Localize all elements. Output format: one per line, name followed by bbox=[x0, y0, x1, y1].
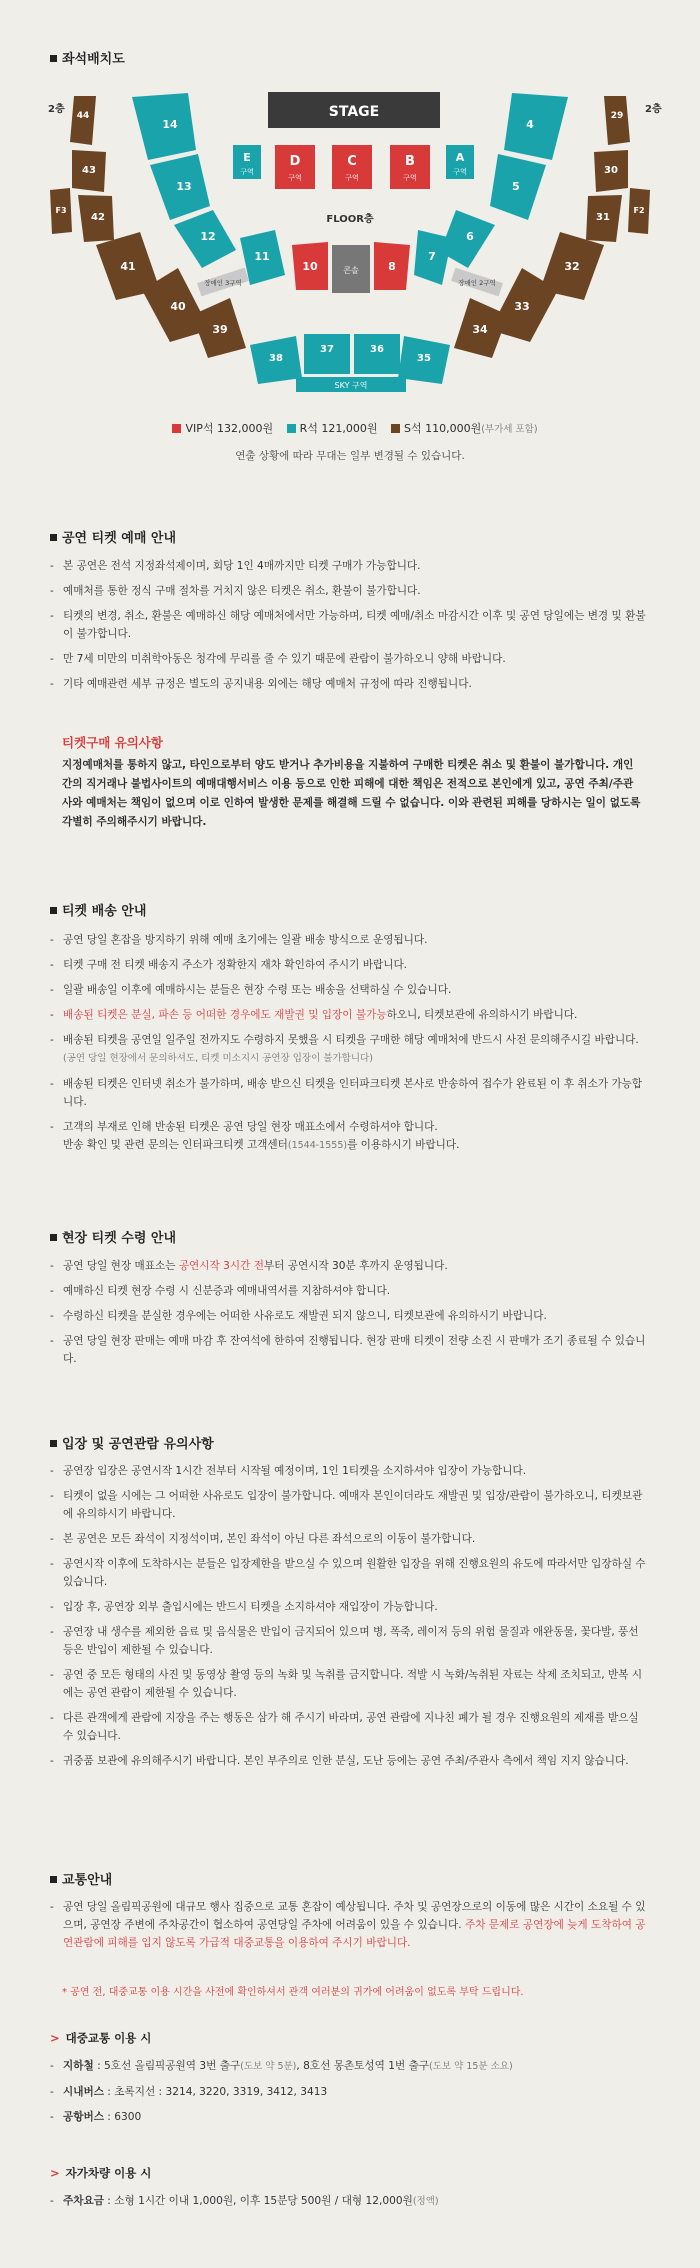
svg-text:D: D bbox=[289, 154, 301, 169]
list-item: - 본 공연은 모든 좌석이 지정석이며, 본인 좌석이 아닌 다른 좌석으로의 이동이 불가합니다. bbox=[50, 1530, 650, 1548]
list-item: - 배송된 티켓을 공연일 일주일 전까지도 수령하지 못했을 시 티켓을 구매한 해당 예매처에 반드시 사전 문의해주시길 바랍니다. (공연 당일 현장에서 문의하셔도, 티켓 미소지시 공연장 입장이 불가합니다) bbox=[50, 1031, 650, 1068]
traffic-list bbox=[50, 1898, 650, 1959]
entry-title: 입장 및 공연관람 유의사항 bbox=[50, 1433, 214, 1452]
section-10 bbox=[292, 242, 328, 290]
section-30 bbox=[594, 150, 628, 192]
section-42 bbox=[78, 195, 114, 242]
car-list bbox=[50, 2192, 650, 2218]
list-item: - 만 7세 미만의 미취학아동은 청각에 무리를 줄 수 있기 때문에 관람이 불가하오니 양해 바랍니다. bbox=[50, 650, 650, 668]
svg-text:39: 39 bbox=[212, 323, 228, 336]
list-item: - 공연장 내 생수를 제외한 음료 및 음식물은 반입이 금지되어 있으며 병, 폭죽, 레이저 등의 위험 물질과 애완동물, 꽃다발, 풍선 등은 반입이 제한될 수 있습니다. bbox=[50, 1623, 650, 1659]
ticket-warning-body: 지정예매처를 통하지 않고, 타인으로부터 양도 받거나 추가비용을 지불하여 구매한 티켓은 취소 및 환불이 불가합니다. 개인간의 직거래나 불법사이트의 예매대행서비스 이용 등으로 인한 피해에 대한 책임은 전적으로 본인에게 있고, 공연 주최/주관사와 예매처는 책임이 없으며 이로 인하여 발생한 문제를 해결해 드릴 수 없습니다. 이와 관련된 피해를 당하시는 일이 없도록 각별히 주의해주시기 바랍니다. bbox=[62, 759, 641, 828]
square-bullet-icon bbox=[50, 534, 57, 541]
public-transport-title: > 대중교통 이용 시 bbox=[50, 2031, 152, 2045]
svg-text:30: 30 bbox=[604, 165, 618, 176]
svg-text:구역: 구역 bbox=[453, 168, 467, 176]
sky-section bbox=[296, 377, 406, 392]
svg-text:43: 43 bbox=[82, 165, 96, 176]
section-29 bbox=[604, 96, 630, 145]
list-item: - 공항버스 : 6300 bbox=[50, 2108, 650, 2126]
svg-text:14: 14 bbox=[162, 118, 178, 131]
car-title: > 자가차량 이용 시 bbox=[50, 2166, 152, 2180]
delivery-title: 티켓 배송 안내 bbox=[50, 900, 146, 919]
onsite-list bbox=[50, 1257, 650, 1375]
svg-text:31: 31 bbox=[596, 212, 610, 223]
svg-text:44: 44 bbox=[76, 111, 90, 121]
list-item: - 배송된 티켓은 인터넷 취소가 불가하며, 배송 받으신 티켓을 인터파크티켓 본사로 반송하여 접수가 완료된 이 후 취소가 가능합니다. bbox=[50, 1075, 650, 1111]
chevron-right-icon: > bbox=[50, 2031, 60, 2045]
section-36 bbox=[354, 334, 400, 374]
square-bullet-icon bbox=[50, 1440, 57, 1447]
list-item: - 티켓 구매 전 티켓 배송지 주소가 정확한지 재차 확인하여 주시기 바랍니다. bbox=[50, 956, 650, 974]
floor-section-c bbox=[332, 145, 372, 189]
floor-section-e bbox=[233, 145, 261, 179]
svg-text:10: 10 bbox=[302, 260, 318, 273]
svg-text:37: 37 bbox=[320, 344, 334, 355]
list-item: - 시내버스 : 초록지선 : 3214, 3220, 3319, 3412, 3413 bbox=[50, 2083, 650, 2101]
list-item: - 귀중품 보관에 유의해주시기 바랍니다. 본인 부주의로 인한 분실, 도난 등에는 공연 주최/주관사 측에서 책임 지지 않습니다. bbox=[50, 1752, 650, 1770]
console bbox=[332, 245, 370, 293]
section-44 bbox=[70, 96, 96, 145]
svg-text:12: 12 bbox=[200, 230, 216, 243]
ticket-warning-title: 티켓구매 유의사항 bbox=[62, 735, 163, 750]
svg-text:구역: 구역 bbox=[403, 174, 417, 182]
section-8 bbox=[374, 242, 410, 290]
vat-note: (부가세 포함) bbox=[481, 424, 538, 435]
floor-label: FLOOR층 bbox=[326, 214, 374, 225]
list-item: - 공연 당일 현장 매표소는 공연시작 3시간 전부터 공연시작 30분 후까지 운영됩니다. bbox=[50, 1257, 650, 1275]
stage-change-note: 연출 상황에 따라 무대는 일부 변경될 수 있습니다. bbox=[235, 450, 465, 462]
section-38 bbox=[250, 336, 302, 384]
list-item: - 예매하신 티켓 현장 수령 시 신분증과 예매내역서를 지참하셔야 합니다. bbox=[50, 1282, 650, 1300]
svg-text:구역: 구역 bbox=[345, 174, 359, 182]
vip-swatch bbox=[172, 424, 181, 433]
svg-text:41: 41 bbox=[120, 260, 136, 273]
floor-section-d bbox=[275, 145, 315, 189]
obstructed-section-right bbox=[451, 268, 503, 297]
svg-text:E: E bbox=[243, 151, 251, 164]
square-bullet-icon bbox=[50, 1876, 57, 1883]
chevron-right-icon: > bbox=[50, 2166, 60, 2180]
section-35 bbox=[398, 336, 450, 384]
list-item: - 입장 후, 공연장 외부 출입시에는 반드시 티켓을 소지하셔야 재입장이 가능합니다. bbox=[50, 1598, 650, 1616]
onsite-title: 현장 티켓 수령 안내 bbox=[50, 1227, 176, 1246]
svg-text:B: B bbox=[405, 154, 415, 169]
vip-price: VIP석 132,000원 bbox=[185, 422, 274, 435]
section-5 bbox=[490, 154, 546, 220]
svg-text:40: 40 bbox=[170, 300, 186, 313]
svg-text:C: C bbox=[347, 154, 357, 169]
list-item: - 예매처를 통한 정식 구매 절차를 거치지 않은 티켓은 취소, 환불이 불가합니다. bbox=[50, 582, 650, 600]
list-item: - 기타 예매관련 세부 규정은 별도의 공지내용 외에는 해당 예매처 규정에 따라 진행됩니다. bbox=[50, 675, 650, 693]
section-12 bbox=[174, 210, 236, 268]
seat-map bbox=[0, 0, 700, 420]
floor-2-label-right: 2층 bbox=[645, 104, 662, 115]
list-item: - 공연장 입장은 공연시작 1시간 전부터 시작될 예정이며, 1인 1티켓을 소지하셔야 입장이 가능합니다. bbox=[50, 1462, 650, 1480]
entry-list bbox=[50, 1462, 650, 1777]
svg-text:13: 13 bbox=[176, 180, 192, 193]
svg-text:29: 29 bbox=[610, 111, 624, 121]
floor-section-b bbox=[390, 145, 430, 189]
svg-text:A: A bbox=[455, 151, 465, 164]
floor-section-a bbox=[446, 145, 474, 179]
seat-map-title: 좌석배치도 bbox=[50, 48, 125, 67]
svg-text:42: 42 bbox=[91, 212, 105, 223]
section-14 bbox=[132, 93, 196, 160]
svg-text:F3: F3 bbox=[55, 206, 67, 215]
list-item: - 일괄 배송일 이후에 예매하시는 분들은 현장 수령 또는 배송을 선택하실 수 있습니다. bbox=[50, 981, 650, 999]
list-item: - 수령하신 티켓을 분실한 경우에는 어떠한 사유로도 재발권 되지 않으니, 티켓보관에 유의하시기 바랍니다. bbox=[50, 1307, 650, 1325]
s-price: S석 110,000원 bbox=[403, 422, 482, 435]
list-item: - 공연 당일 혼잡을 방지하기 위해 예매 초기에는 일괄 배송 방식으로 운영됩니다. bbox=[50, 931, 650, 949]
svg-text:콘솔: 콘솔 bbox=[343, 266, 359, 275]
traffic-title: 교통안내 bbox=[50, 1869, 112, 1888]
list-item: - 티켓이 없을 시에는 그 어떠한 사유로도 입장이 불가합니다. 예매자 본인이더라도 재발권 및 입장/관람이 불가하오니, 티켓보관에 유의하시기 바랍니다. bbox=[50, 1487, 650, 1523]
list-item: - 공연 당일 현장 판매는 예매 마감 후 잔여석에 한하여 진행됩니다. 현장 판매 티켓이 전량 소진 시 판매가 조기 종료될 수 있습니다. bbox=[50, 1332, 650, 1368]
list-item: - 지하철 : 5호선 올림픽공원역 3번 출구(도보 약 5분), 8호선 몽촌토성역 1번 출구(도보 약 15분 소요) bbox=[50, 2057, 650, 2076]
svg-text:6: 6 bbox=[466, 230, 474, 243]
svg-text:32: 32 bbox=[564, 260, 580, 273]
obstructed-section-left bbox=[197, 268, 249, 297]
price-legend bbox=[0, 420, 700, 436]
list-item: - 고객의 부재로 인해 반송된 티켓은 공연 당일 현장 매표소에서 수령하셔야 합니다. 반송 확인 및 관련 문의는 인터파크티켓 고객센터(1544-1555)를 이용하시기 바랍니다. bbox=[50, 1118, 650, 1155]
section-34 bbox=[454, 298, 508, 358]
svg-text:36: 36 bbox=[370, 344, 384, 355]
r-swatch bbox=[287, 424, 296, 433]
svg-text:F2: F2 bbox=[633, 206, 645, 215]
svg-text:SKY 구역: SKY 구역 bbox=[334, 381, 368, 390]
list-item: - 배송된 티켓은 분실, 파손 등 어떠한 경우에도 재발권 및 입장이 불가능하오니, 티켓보관에 유의하시기 바랍니다. bbox=[50, 1006, 650, 1024]
section-31 bbox=[586, 195, 622, 242]
stage-label: STAGE bbox=[328, 104, 380, 120]
svg-text:구역: 구역 bbox=[288, 174, 302, 182]
booking-list bbox=[50, 557, 650, 700]
svg-text:11: 11 bbox=[254, 250, 270, 263]
traffic-footnote: * 공연 전, 대중교통 이용 시간을 사전에 확인하셔서 관객 여러분의 귀가에 어려움이 없도록 부탁 드립니다. bbox=[62, 1987, 524, 1998]
section-39 bbox=[192, 298, 246, 358]
list-item: - 공연 중 모든 형태의 사진 및 동영상 촬영 등의 녹화 및 녹취를 금지합니다. 적발 시 녹화/녹취된 자료는 삭제 조치되고, 반복 시에는 공연 관람이 제한될 수 있습니다. bbox=[50, 1666, 650, 1702]
svg-text:8: 8 bbox=[388, 260, 396, 273]
svg-text:구역: 구역 bbox=[240, 168, 254, 176]
svg-text:장애인 2구역: 장애인 2구역 bbox=[458, 279, 496, 287]
list-item: - 다른 관객에게 관람에 지장을 주는 행동은 삼가 해 주시기 바라며, 공연 관람에 지나친 폐가 될 경우 진행요원의 제재를 받으실 수 있습니다. bbox=[50, 1709, 650, 1745]
section-37 bbox=[304, 334, 350, 374]
svg-text:4: 4 bbox=[526, 118, 534, 131]
section-43 bbox=[72, 150, 106, 192]
square-bullet-icon bbox=[50, 907, 57, 914]
section-13 bbox=[150, 154, 210, 220]
list-item: - 본 공연은 전석 지정좌석제이며, 회당 1인 4매까지만 티켓 구매가 가능합니다. bbox=[50, 557, 650, 575]
section-f2 bbox=[628, 188, 650, 234]
public-transport-list bbox=[50, 2057, 650, 2133]
section-4 bbox=[504, 93, 568, 160]
list-item: - 티켓의 변경, 취소, 환불은 예매하신 해당 예매처에서만 가능하며, 티켓 예매/취소 마감시간 이후 및 공연 당일에는 변경 및 환불이 불가합니다. bbox=[50, 607, 650, 643]
square-bullet-icon bbox=[50, 1234, 57, 1241]
delivery-list bbox=[50, 931, 650, 1162]
list-item: - 주차요금 : 소형 1시간 이내 1,000원, 이후 15분당 500원 / 대형 12,000원(정액) bbox=[50, 2192, 650, 2211]
section-6 bbox=[440, 210, 495, 268]
svg-text:33: 33 bbox=[514, 300, 530, 313]
svg-text:7: 7 bbox=[428, 250, 436, 263]
list-item: - 공연시작 이후에 도착하시는 분들은 입장제한을 받으실 수 있으며 원활한 입장을 위해 진행요원의 유도에 따라서만 입장하실 수 있습니다. bbox=[50, 1555, 650, 1591]
svg-text:35: 35 bbox=[417, 353, 431, 364]
svg-text:5: 5 bbox=[512, 180, 520, 193]
svg-text:38: 38 bbox=[269, 353, 283, 364]
r-price: R석 121,000원 bbox=[299, 422, 378, 435]
section-f3 bbox=[50, 188, 72, 234]
s-swatch bbox=[391, 424, 400, 433]
list-item: - 공연 당일 올림픽공원에 대규모 행사 집중으로 교통 혼잡이 예상됩니다. 주차 및 공연장으로의 이동에 많은 시간이 소요될 수 있으며, 공연장 주변에 주차공간이 협소하여 공연당일 주차에 어려움이 있을 수 있습니다. 주차 문제로 공연장에 늦게 도착하여 공연관람에 피해를 입지 않도록 가급적 대중교통을 이용하여 주시기 바랍니다. bbox=[50, 1898, 650, 1952]
svg-text:34: 34 bbox=[472, 323, 488, 336]
booking-title: 공연 티켓 예매 안내 bbox=[50, 527, 176, 546]
svg-text:장애인 3구역: 장애인 3구역 bbox=[204, 279, 242, 287]
floor-2-label-left: 2층 bbox=[48, 104, 65, 115]
